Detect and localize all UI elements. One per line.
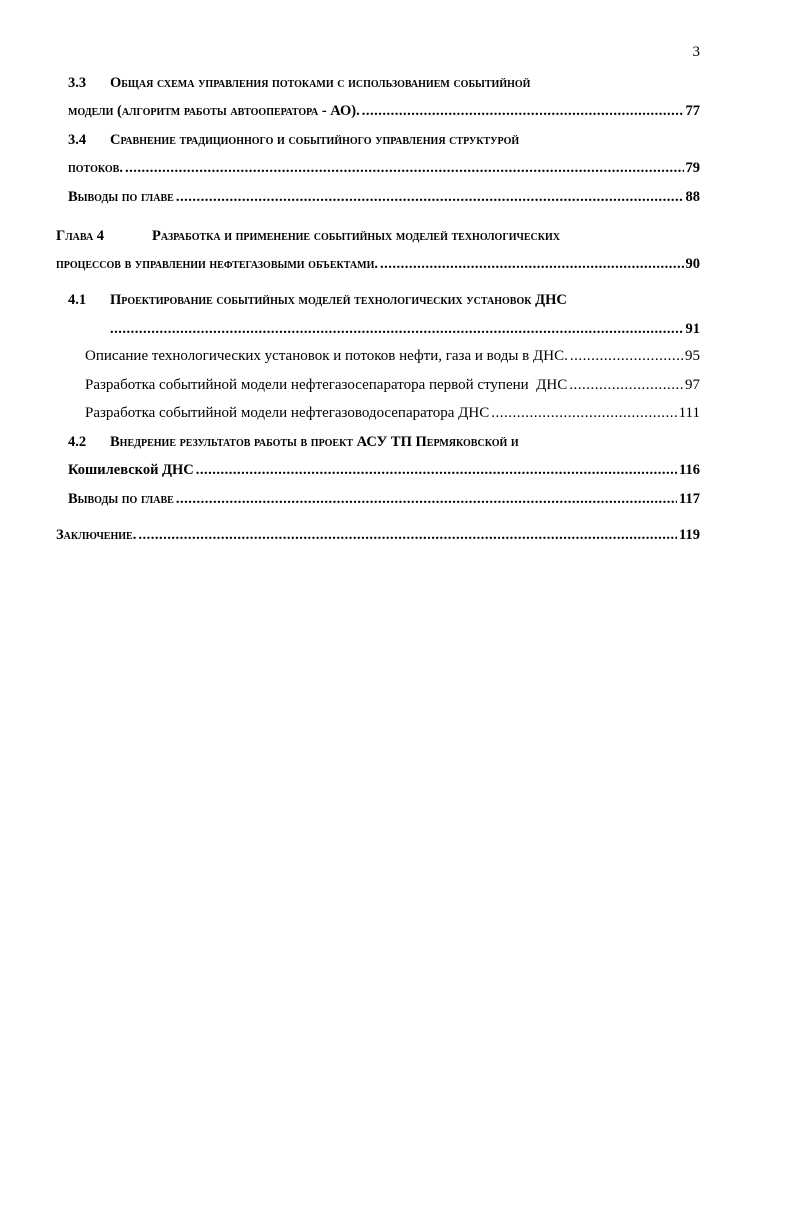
chapter-title-cont: процессов в управлении нефтегазовыми объектами.	[56, 256, 378, 272]
page-ref: 79	[685, 160, 700, 176]
toc-entry-3-4-line2[interactable]	[68, 157, 700, 179]
section-number: 3.4	[68, 132, 87, 148]
leader-dots	[125, 157, 684, 179]
section-title: Проектирование событийных моделей технологических установок ДНС	[110, 292, 567, 308]
section-title-cont: потоков.	[68, 160, 123, 176]
page-ref: 117	[679, 491, 700, 507]
leader-dots	[569, 374, 683, 396]
section-title-cont: Кошилевской ДНС	[68, 462, 194, 478]
toc-entry-4-2-line2[interactable]	[68, 459, 700, 481]
section-title: Сравнение традиционного и событийного управления структурой	[110, 132, 520, 148]
toc-entry-conclusions-ch3[interactable]	[68, 186, 700, 208]
page-ref: 91	[685, 321, 700, 337]
toc-subentry-description[interactable]	[85, 345, 700, 367]
leader-dots	[176, 488, 677, 510]
leader-dots	[110, 318, 684, 340]
section-number: 4.2	[68, 434, 87, 450]
page-ref: 116	[679, 462, 700, 478]
chapter-number: Глава 4	[56, 228, 105, 244]
leader-dots	[491, 402, 676, 424]
subsection-title: Разработка событийной модели нефтегазоводосепаратора ДНС	[85, 405, 490, 421]
toc-entry-3-3-line2[interactable]	[68, 100, 700, 122]
toc-subentry-separator-model[interactable]	[85, 374, 700, 396]
subsection-title: Описание технологических установок и потоков нефти, газа и воды в ДНС.	[85, 348, 568, 364]
page-ref: 77	[685, 103, 700, 119]
leader-dots	[176, 186, 684, 208]
subsection-title: Разработка событийной модели нефтегазосепаратора первой ступени ДНС	[85, 377, 568, 393]
section-title: Общая схема управления потоками с использованием событийной	[110, 75, 531, 91]
toc-entry-4-1-line2[interactable]	[110, 318, 700, 340]
toc-entry-conclusion[interactable]	[56, 524, 700, 546]
section-title: Внедрение результатов работы в проект АСУ ТП Пермяковской и	[110, 434, 519, 450]
section-title: Выводы по главе	[68, 189, 174, 205]
toc-entry-chapter-4-line2[interactable]	[56, 253, 700, 275]
page-ref: 88	[685, 189, 700, 205]
leader-dots	[362, 100, 684, 122]
page-ref: 111	[678, 405, 700, 421]
leader-dots	[196, 459, 677, 481]
section-number: 3.3	[68, 75, 87, 91]
toc-subentry-water-separator-model[interactable]	[85, 402, 700, 424]
toc-entry-4-2-line1[interactable]	[68, 431, 700, 453]
toc-entry-3-3-line1[interactable]	[68, 72, 700, 94]
section-title: Выводы по главе	[68, 491, 174, 507]
toc-entry-conclusions-ch4[interactable]	[68, 488, 700, 510]
leader-dots	[380, 253, 684, 275]
section-title: Заключение.	[56, 527, 137, 543]
leader-dots	[138, 524, 677, 546]
section-number: 4.1	[68, 292, 87, 308]
page-number: 3	[692, 44, 700, 60]
page-ref: 97	[685, 377, 700, 393]
page-ref: 95	[685, 348, 700, 364]
chapter-title: Разработка и применение событийных моделей технологических	[152, 228, 560, 244]
section-title-cont: модели (алгоритм работы автооператора - АО).	[68, 103, 360, 119]
page-ref: 119	[679, 527, 700, 543]
leader-dots	[570, 345, 683, 367]
page-ref: 90	[685, 256, 700, 272]
toc-entry-chapter-4-line1[interactable]	[56, 225, 680, 247]
toc-entry-4-1-line1[interactable]	[68, 289, 700, 311]
toc-entry-3-4-line1[interactable]	[68, 129, 700, 151]
